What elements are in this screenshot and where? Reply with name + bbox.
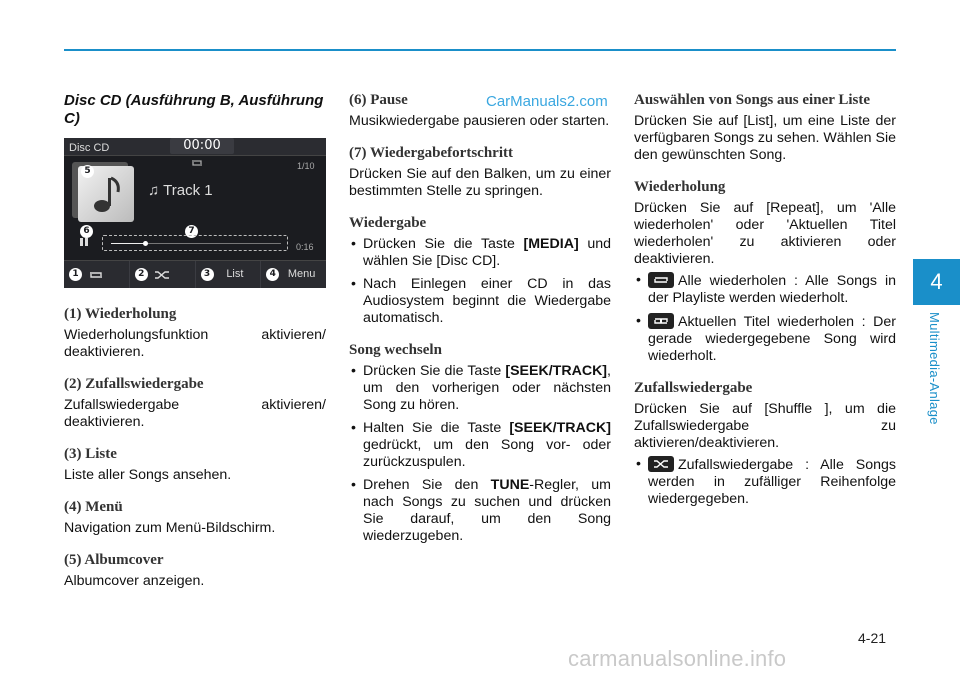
menu-button[interactable] [261, 261, 326, 288]
callout-2: 2 [135, 268, 148, 281]
watermark-bottom: carmanualsonline.info [568, 646, 787, 671]
callout-1: 1 [69, 268, 82, 281]
repeat-all-icon [648, 272, 674, 288]
progress-fill [111, 243, 145, 244]
heading-shuffle: (2) Zufallswiedergabe [64, 376, 204, 392]
change-song-list [349, 363, 611, 545]
list-button[interactable] [196, 261, 262, 288]
chapter-tab: 4 [913, 259, 960, 305]
shuffle-icon [154, 270, 170, 280]
heading-playback: Wiedergabe [349, 215, 427, 231]
text-select-songs: Drücken Sie auf [List], um eine Liste der verfügbaren Songs zu sehen. Wählen Sie den gewünschten Song. [634, 113, 896, 163]
text-repeat-mode: Drücken Sie auf [Repeat], um 'Alle wiederholen' oder 'Aktuellen Titel wiederholen' zu aktivieren oder deaktivieren. [634, 200, 896, 267]
screen-source: Disc CD [69, 142, 110, 154]
callout-7: 7 [185, 225, 198, 238]
shuffle-icon [648, 456, 674, 472]
shuffle-button[interactable] [130, 261, 196, 288]
text-list: Liste aller Songs ansehen. [64, 467, 232, 483]
text-shuffle-mode: Drücken Sie auf [Shuffle ], um die Zufallswiedergabe zu aktivieren/deaktivieren. [634, 401, 896, 451]
text-repeat: Wiederholungsfunktion aktivieren/ deaktivieren. [64, 327, 326, 360]
track-name: Track 1 [163, 182, 213, 199]
repeat-mode-list [634, 272, 896, 365]
screen-time: 00:00 [170, 138, 234, 154]
list-item: • Alle wiederholen : Alle Songs in der Playliste werden wiederholt. [634, 272, 896, 307]
menu-label: Menu [287, 268, 316, 280]
repeat-icon [88, 270, 104, 280]
list-item: • Drücken Sie die Taste [SEEK/TRACK], um den vorherigen oder nächsten Song zu hören. [349, 363, 611, 414]
note-icon: ♫ [148, 182, 164, 199]
heading-repeat: (1) Wiederholung [64, 306, 177, 322]
column-1 [64, 92, 326, 605]
heading-list: (3) Liste [64, 446, 117, 462]
column-3 [634, 92, 896, 523]
repeat-status-icon [190, 158, 204, 168]
repeat-one-icon [648, 313, 674, 329]
disc-cd-screen [64, 138, 326, 288]
heading-pause: (6) Pause [349, 92, 408, 108]
text-menu: Navigation zum Menü-Bildschirm. [64, 520, 276, 536]
callout-5: 5 [81, 165, 94, 178]
progress-knob[interactable] [143, 241, 148, 246]
list-item: • Nach Einlegen einer CD in das Audiosystem beginnt die Wiedergabe automatisch. [349, 276, 611, 327]
heading-progress: (7) Wiedergabefortschritt [349, 145, 513, 161]
track-count: 1/10 [297, 161, 315, 171]
section-title: Disc CD (Ausführung B, Ausführung C) [64, 92, 324, 127]
page-number: 4-21 [858, 630, 887, 646]
watermark-top: CarManuals2.com [486, 93, 608, 110]
heading-repeat-mode: Wiederholung [634, 179, 726, 195]
screen-header [64, 138, 326, 156]
heading-shuffle-mode: Zufallswiedergabe [634, 380, 753, 396]
top-rule [64, 49, 896, 51]
list-label: List [226, 268, 244, 280]
heading-menu: (4) Menü [64, 499, 123, 515]
list-item: • Drehen Sie den TUNE-Regler, um nach Songs zu suchen und drücken Sie darauf, um den Song wiederzugeben. [349, 477, 611, 545]
track-duration: 0:16 [296, 242, 314, 252]
text-pause: Musikwiedergabe pausieren oder starten. [349, 113, 610, 129]
chapter-label: Multimedia-Anlage [927, 312, 942, 425]
progress-bar[interactable] [102, 235, 288, 251]
track-title [148, 182, 213, 199]
list-item: • Zufallswiedergabe : Alle Songs werden in zufälliger Reihenfolge wiedergegeben. [634, 456, 896, 508]
heading-select-songs: Auswählen von Songs aus einer Liste [634, 92, 871, 108]
heading-album: (5) Albumcover [64, 552, 164, 568]
callout-4: 4 [266, 268, 279, 281]
text-album: Albumcover anzeigen. [64, 573, 205, 589]
column-2 [349, 92, 611, 560]
list-item: • Halten Sie die Taste [SEEK/TRACK] gedrückt, um den Song vor- oder zurückzuspulen. [349, 420, 611, 471]
text-progress: Drücken Sie auf den Balken, um zu einer bestimmten Stelle zu springen. [349, 166, 611, 199]
screen-button-bar [64, 260, 326, 288]
repeat-button[interactable] [64, 261, 130, 288]
pause-icon[interactable] [79, 237, 89, 247]
callout-6: 6 [80, 225, 93, 238]
shuffle-mode-list [634, 456, 896, 508]
list-item: • Drücken Sie die Taste [MEDIA] und wählen Sie [Disc CD]. [349, 236, 611, 270]
callout-3: 3 [201, 268, 214, 281]
heading-change-song: Song wechseln [349, 342, 442, 358]
list-item: • Aktuellen Titel wiederholen : Der gerade wiedergegebene Song wird wiederholt. [634, 313, 896, 365]
text-shuffle: Zufallswiedergabe aktivieren/ deaktivieren. [64, 397, 326, 430]
playback-list [349, 236, 611, 327]
